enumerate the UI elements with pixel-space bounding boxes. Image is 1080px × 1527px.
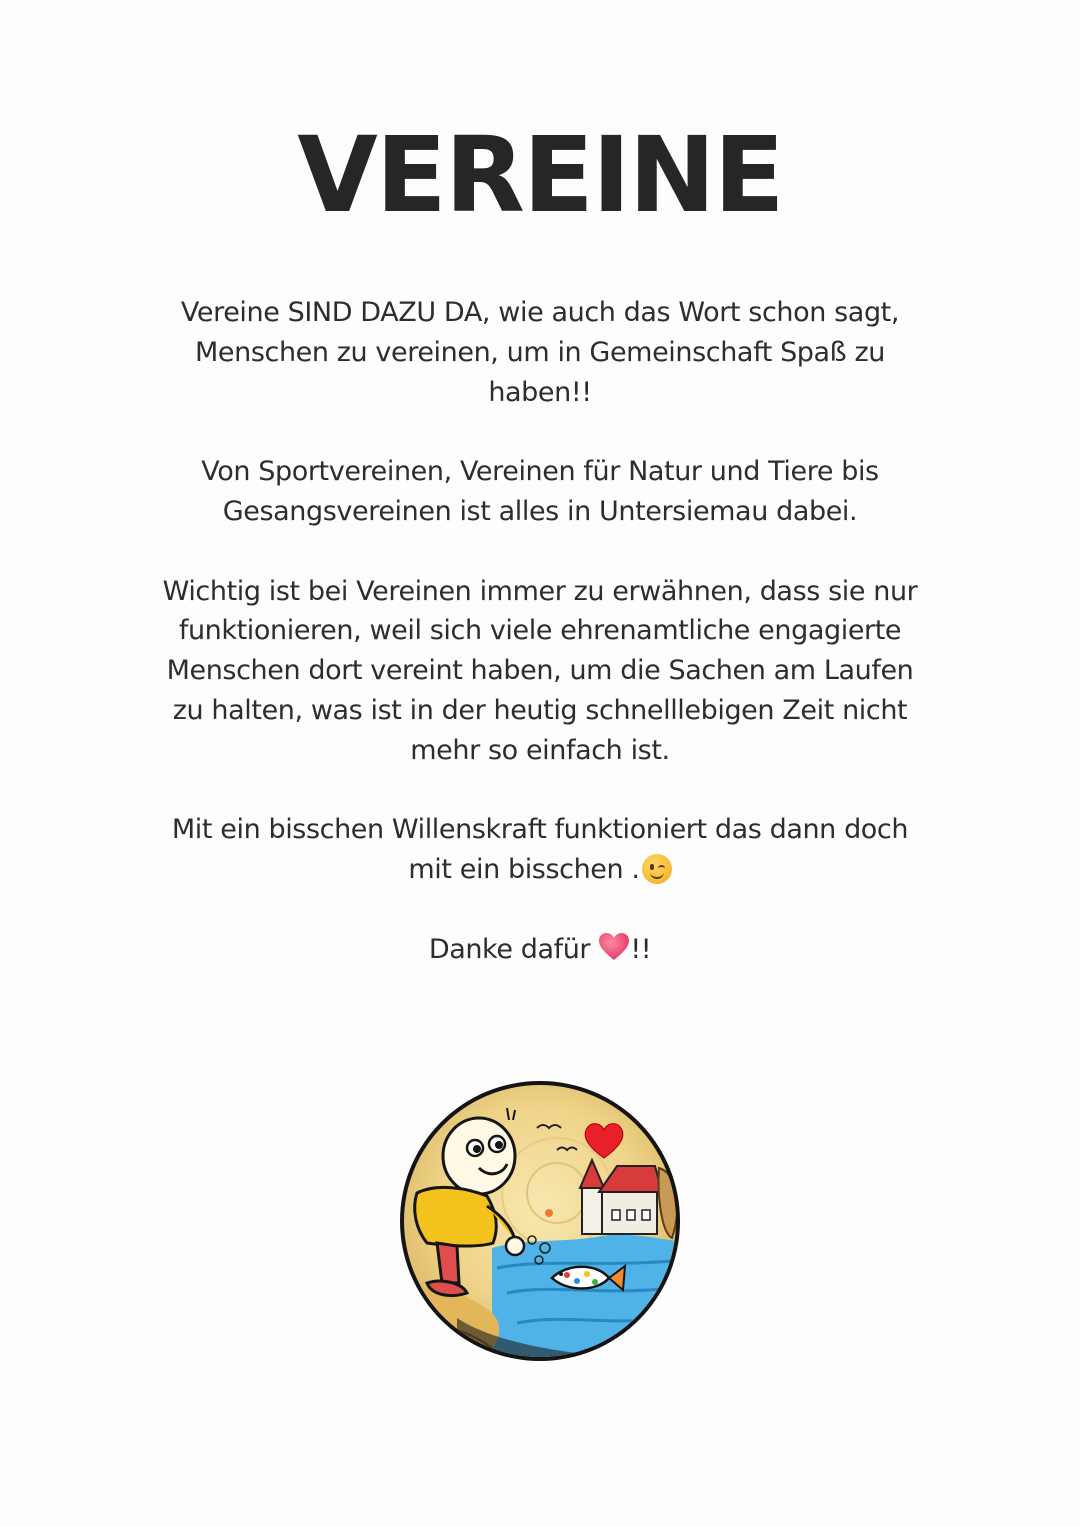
- paragraph-volunteers: Wichtig ist bei Vereinen immer zu erwähnen, dass sie nur funktionieren, weil sich viele ehrenamtliche engagierte Menschen dort vereint haben, um die Sachen am Laufen zu halten, was ist in der heutig schnelllebigen Zeit nicht mehr so einfach ist.: [162, 575, 918, 766]
- paragraph-club-types: Von Sportvereinen, Vereinen für Natur und Tiere bis Gesangsvereinen ist alles in Untersiemau dabei.: [201, 456, 879, 527]
- winking-face-icon: [642, 854, 672, 884]
- paragraph-intro: Vereine SIND DAZU DA, wie auch das Wort schon sagt, Menschen zu vereinen, um in Gemeinschaft Spaß zu haben!!: [180, 297, 900, 408]
- body-text: [160, 293, 920, 1009]
- village-logo: [397, 1078, 683, 1364]
- paragraph-thanks: [160, 930, 920, 970]
- thanks-exclaim: !!: [630, 933, 652, 965]
- heart-icon: [598, 932, 630, 962]
- page-title: VEREINE: [297, 114, 783, 236]
- willpower-text: Mit ein bisschen Willenskraft funktioniert das dann doch mit ein bisschen .: [171, 814, 909, 886]
- thanks-text: Danke dafür: [428, 933, 599, 965]
- village-logo-illustration: [397, 1078, 683, 1364]
- paragraph-willpower: [160, 810, 920, 890]
